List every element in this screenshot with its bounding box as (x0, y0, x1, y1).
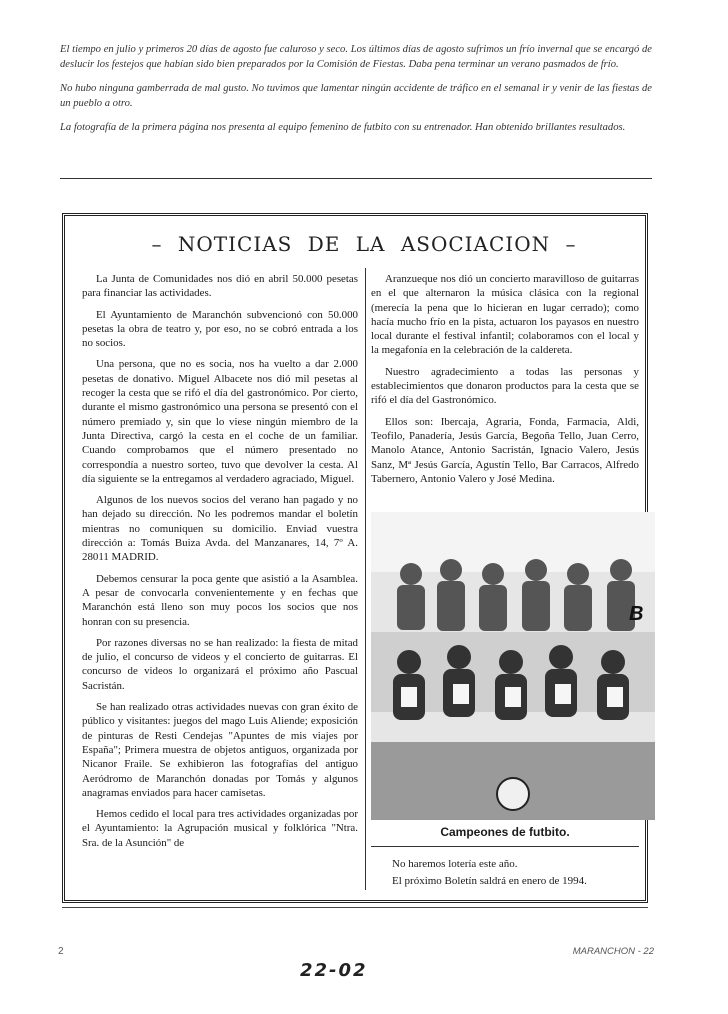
note-line: No haremos lotería este año. (392, 858, 518, 870)
article-paragraph: Algunos de los nuevos socios del verano han pagado y no han dejado su dirección. No les podremos mandar el boletín mientras no comuniquen su domicilio. Enviad vuestra dirección a: Tomás Buiza Avda. del Manzanares, 14, 7º A. 28011 MADRID. (82, 494, 358, 564)
page-number: 2 (58, 946, 64, 957)
intro-paragraph: La fotografía de la primera página nos presenta al equipo femenino de futbito con su entrenador. Han obtenido brillantes resultados. (60, 122, 626, 133)
article-paragraph: La Junta de Comunidades nos dió en abril 50.000 pesetas para financiar las actividades. (82, 273, 358, 300)
section-heading (0, 232, 728, 256)
left-column (82, 272, 358, 857)
closing-notes (392, 856, 642, 890)
caption-divider (371, 846, 639, 847)
article-paragraph: Debemos censurar la poca gente que asistió a la Asamblea. A pesar de convocarla convenientemente y en fechas que Maranchón está lleno son muy pocos los socios que nos honran con su presencia. (82, 572, 358, 628)
article-paragraph: El Ayuntamiento de Maranchón subvencionó con 50.000 pesetas la obra de teatro y, por eso, no se cobró entrada a los no socios. (82, 308, 358, 350)
heading-word: LA (355, 232, 386, 256)
intro-paragraph: No hubo ninguna gamberrada de mal gusto. No tuvimos que lamentar ningún accidente de tráfico en el semanal ir y venir de las fiestas de un pueblo a otro. (60, 83, 652, 109)
news-box-bottom-rule (62, 907, 648, 908)
heading-dash: – (565, 232, 577, 256)
article-paragraph: Ellos son: Ibercaja, Agraria, Fonda, Farmacia, Aldi, Teofilo, Panadería, Jesús García, Begoña Tello, Juan Cerro, Manolo Atance, Antonio Sacristán, Ignacio Valero, Jesús Sanz, Mª Jesús García, Agustín Tello, Bar Carracos, Alfredo Tabernero, Antonio Valero y José Medina. (371, 415, 639, 485)
article-paragraph: Por razones diversas no se han realizado: la fiesta de mitad de julio, el concurso de videos y el concierto de guitarras. El concurso de videos lo organizará el próximo año Pascual Sacristán. (82, 636, 358, 692)
publication-name: MARANCHON - 22 (572, 946, 654, 957)
article-paragraph: Aranzueque nos dió un concierto maravilloso de guitarras en el que alternaron la música clásica con la regional (merecía la pena que lo hicieran en lugar cerrado); como hacía mucho frío en la pista, actuaron los payasos en nuestro local durante el festival infantil; colaboramos con el local y la megafonía en la celebración de la caldereta. (371, 273, 639, 357)
intro-text (60, 42, 652, 144)
right-column (371, 272, 639, 493)
note-line: El próximo Boletín saldrá en enero de 1994. (392, 875, 587, 887)
article-paragraph: Una persona, que no es socia, nos ha vuelto a dar 2.000 pesetas de donativo. Miguel Albacete nos dió mil pesetas al recoger la cesta que se rifó el día del gastronómico. Por cierto, durante el mismo gastronómico una persona se presentó con el número premiado y, sin que lo viese ningún miembro de la Junta Directiva, cargó la cesta en el coche de un familiar. Cuando comprobamos que el número presentado no correspondía a nuestro sorteo, tuvo que devolver la cesta. Al día siguiente se la entregamos al verdadero agraciado, Miguel. (82, 358, 358, 485)
team-photo (371, 512, 655, 820)
heading-dash: – (151, 232, 163, 256)
jersey-mark: B (629, 603, 644, 625)
photo-caption: Campeones de futbito. (440, 825, 570, 839)
article-paragraph: Se han realizado otras actividades nuevas con gran éxito de público y visitantes: juegos del mago Luis Aliende; exposición de pinturas de Resti Cendejas "Apuntes de mis viajes por España"; Primera muestra de objetos antiguos, organizada por Nicanor Fraile. Se exhibieron las fotografías del antiguo Aeródromo de Maranchón donadas por Tomás y algunos anagramas enviados para hacer camisetas. (82, 701, 358, 799)
article-paragraph: Nuestro agradecimiento a todas las personas y establecimientos que donaron productos para la cesta que se rifó el día del Gastronómico. (371, 365, 639, 407)
top-divider (60, 178, 652, 179)
heading-word: NOTICIAS (177, 232, 293, 256)
handwritten-note: 22-02 (300, 960, 368, 981)
team-photo-image (371, 512, 655, 820)
article-paragraph: Hemos cedido el local para tres actividades organizadas por el Ayuntamiento: la Agrupación musical y folklórica "Ntra. Sra. de la Asunción" de (82, 808, 358, 849)
heading-word: ASOCIACION (400, 232, 551, 256)
heading-word: DE (307, 232, 341, 256)
column-divider (365, 268, 366, 890)
intro-paragraph: El tiempo en julio y primeros 20 días de agosto fue caluroso y seco. Los últimos días de agosto sufrimos un frío invernal que se encargó de deslucir los festejos que habían sido bien preparados por la Comisión de Fiestas. Daba pena terminar un verano pasmados de frío. (60, 44, 652, 70)
